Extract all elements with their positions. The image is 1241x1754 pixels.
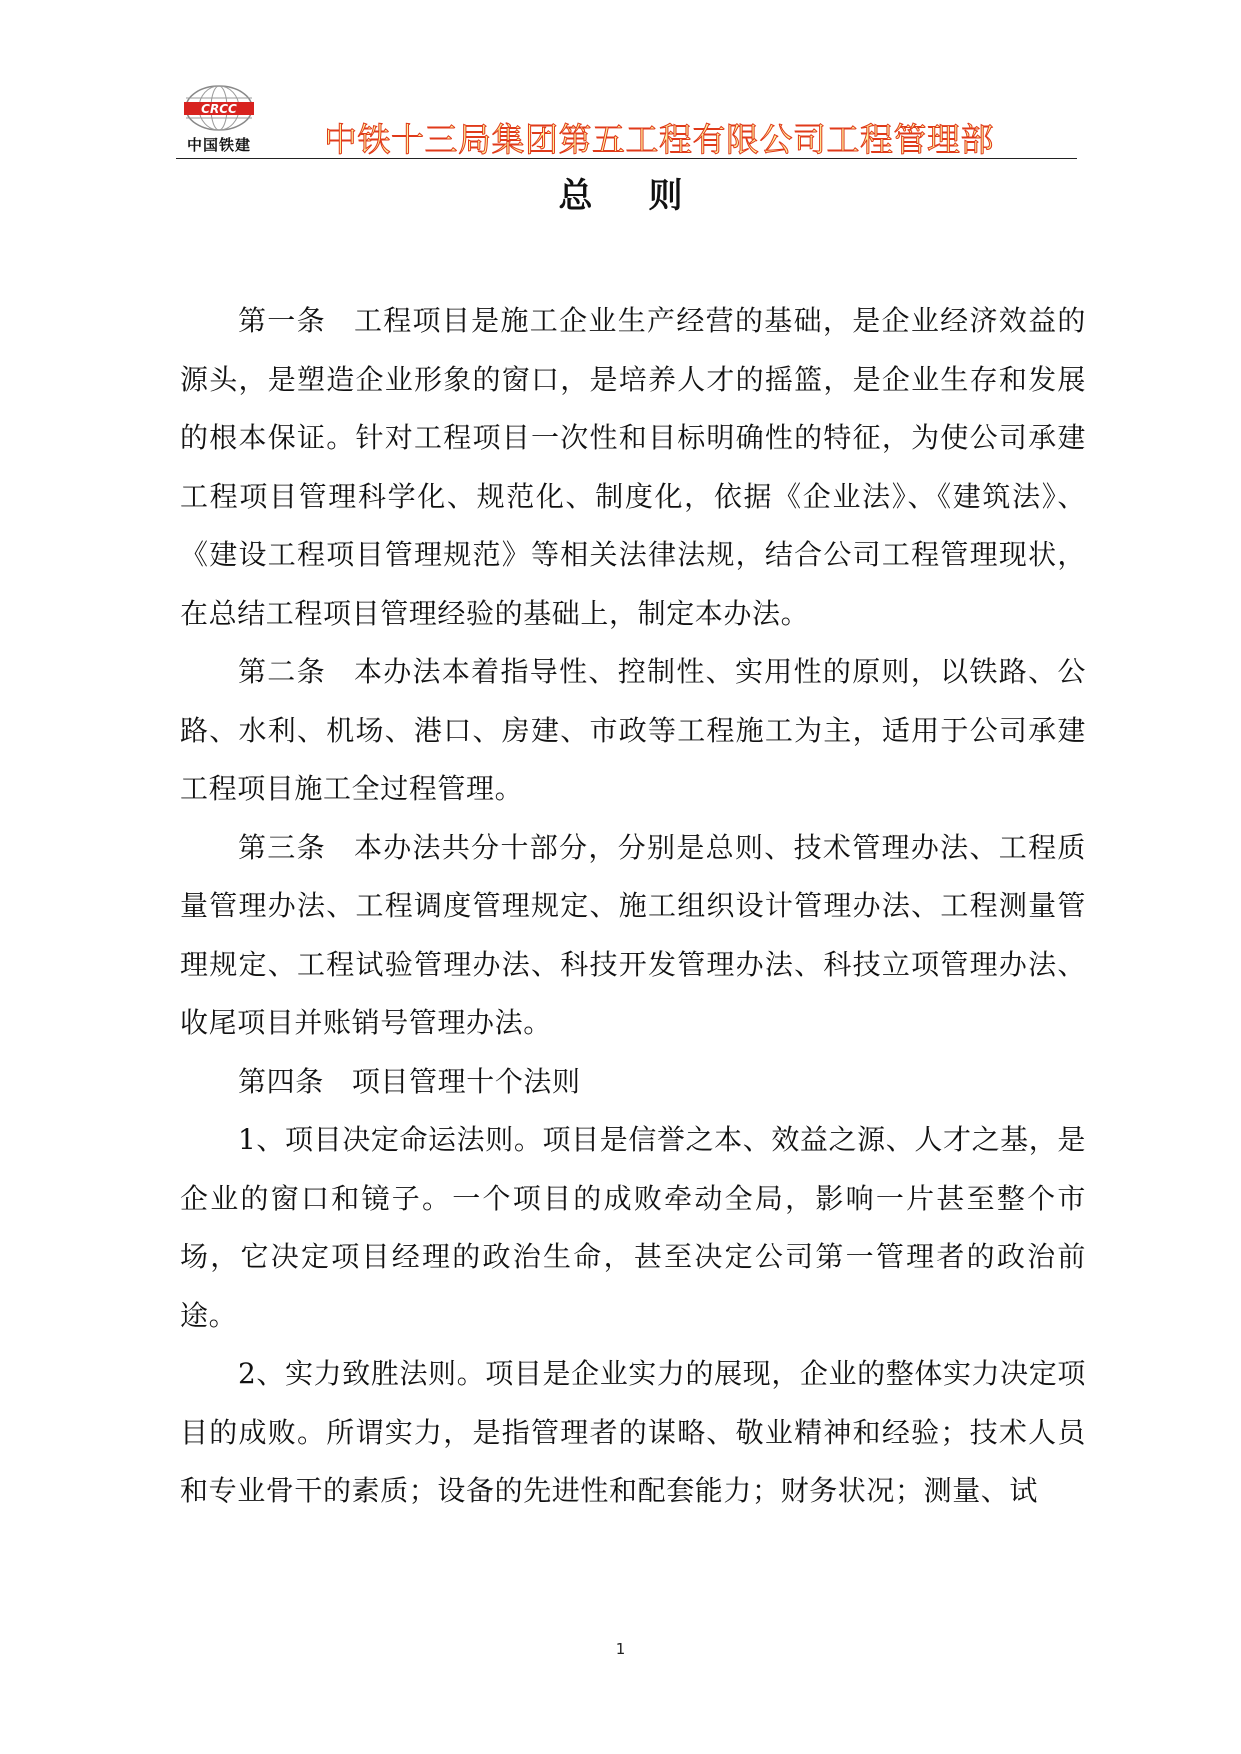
company-name: 中铁十三局集团第五工程有限公司工程管理部 (324, 120, 994, 159)
document-body (180, 292, 1086, 1521)
logo-mark-text: CRCC (201, 102, 237, 116)
logo-label: 中国铁建 (186, 136, 251, 154)
paragraph (180, 819, 1086, 1053)
article-number: 第四条 (238, 1064, 324, 1098)
globe-logo-icon (176, 84, 262, 134)
paragraph-text: 工程项目是施工企业生产经营的基础，是企业经济效益的源头，是塑造企业形象的窗口，是培养人才的摇篮，是企业生存和发展的根本保证。针对工程项目一次性和目标明确性的特征，为使公司承建工程项目管理科学化、规范化、制度化，依据《企业法》、《建筑法》、《建设工程项目管理规范》等相关法律法规，结合公司工程管理现状，在总结工程项目管理经验的基础上，制定本办法。 (180, 304, 1086, 630)
paragraph-text: 2、实力致胜法则。项目是企业实力的展现，企业的整体实力决定项目的成败。所谓实力，是指管理者的谋略、敬业精神和经验；技术人员和专业骨干的素质；设备的先进性和配套能力；财务状况；测量、试 (180, 1357, 1086, 1507)
paragraph (180, 1053, 1086, 1112)
article-number: 第三条 (238, 830, 326, 864)
paragraph-text: 项目管理十个法则 (351, 1064, 581, 1098)
article-number: 第二条 (238, 655, 326, 688)
paragraph (180, 1345, 1086, 1521)
paragraph-text: 本办法本着指导性、控制性、实用性的原则，以铁路、公路、水利、机场、港口、房建、市政等工程施工为主，适用于公司承建工程项目施工全过程管理。 (180, 655, 1086, 805)
paragraph (180, 1111, 1086, 1345)
article-number: 第一条 (238, 304, 326, 337)
page-number: 1 (615, 1640, 626, 1658)
document-title: 总则 (558, 176, 739, 216)
paragraph (180, 643, 1086, 819)
paragraph-text: 1、项目决定命运法则。项目是信誉之本、效益之源、人才之基，是企业的窗口和镜子。一个项目的成败牵动全局，影响一片甚至整个市场，它决定项目经理的政治生命，甚至决定公司第一管理者的政治前途。 (180, 1123, 1086, 1332)
crcc-logo (176, 84, 262, 158)
page-header (176, 84, 1077, 159)
paragraph-text: 本办法共分十部分，分别是总则、技术管理办法、工程质量管理办法、工程调度管理规定、施工组织设计管理办法、工程测量管理规定、工程试验管理办法、科技开发管理办法、科技立项管理办法、收尾项目并账销号管理办法。 (180, 830, 1086, 1039)
paragraph (180, 292, 1086, 643)
